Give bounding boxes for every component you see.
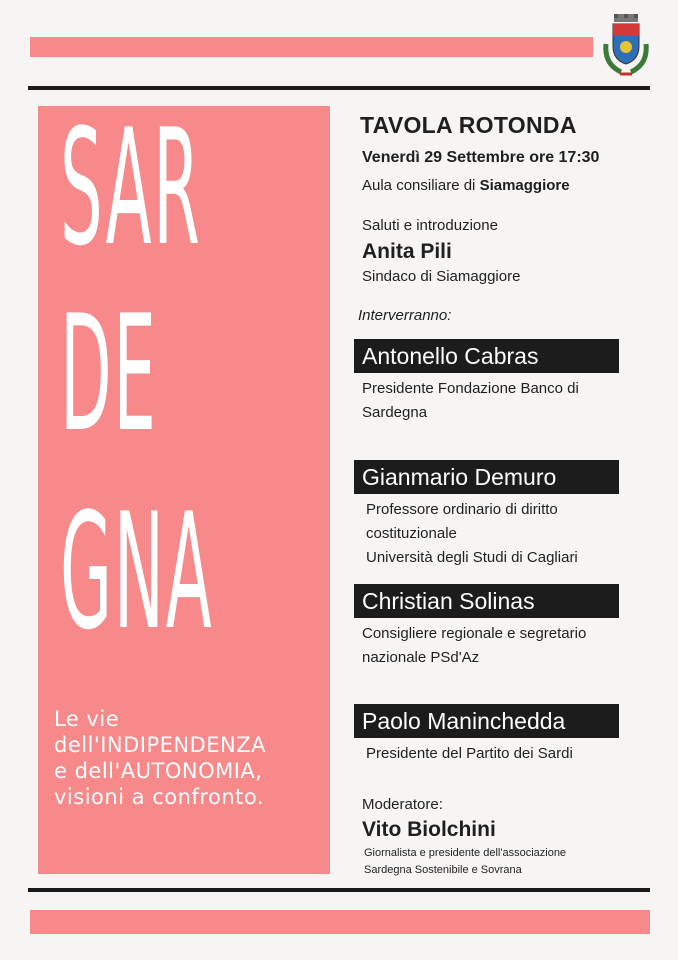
moderator-role-line: Giornalista e presidente dell'associazione — [364, 847, 567, 859]
speaker-name-bar: Antonello Cabras — [354, 339, 619, 373]
moderator-role — [364, 845, 566, 879]
bottom-rule — [28, 888, 650, 892]
coat-of-arms-icon — [601, 12, 651, 80]
speaker-role — [362, 377, 632, 425]
speaker-role-line: Presidente Fondazione Banco di — [362, 380, 579, 397]
event-type: TAVOLA ROTONDA — [360, 112, 577, 138]
event-venue — [362, 177, 570, 194]
speaker-role-line: Università degli Studi di Cagliari — [366, 549, 578, 566]
title-panel — [38, 94, 330, 874]
speaker-role — [366, 498, 636, 570]
speaker-role-line: Sardegna — [362, 404, 428, 421]
subtitle-line: Le vie — [54, 707, 120, 731]
speaker-role-line: costituzionale — [366, 525, 457, 542]
big-title-line-3: GNA — [60, 478, 214, 665]
venue-prefix: Aula consiliare di — [362, 177, 476, 194]
speaker-role-line: Presidente del Partito dei Sardi — [366, 745, 573, 762]
speakers-label: Interverranno: — [358, 307, 452, 324]
bottom-decorative-bar — [30, 910, 650, 934]
speaker-name-bar: Paolo Maninchedda — [354, 704, 619, 738]
top-decorative-bar — [30, 37, 593, 57]
speaker-role-line: Consigliere regionale e segretario — [362, 625, 587, 642]
welcome-name: Anita Pili — [362, 240, 452, 263]
welcome-role: Sindaco di Siamaggiore — [362, 268, 521, 285]
top-rule — [28, 86, 650, 90]
speaker-name-bar: Gianmario Demuro — [354, 460, 619, 494]
big-title-line-2: DE — [60, 280, 158, 467]
poster-subtitle — [54, 706, 324, 810]
speaker-role — [366, 742, 636, 766]
subtitle-line: dell'INDIPENDENZA — [54, 733, 266, 757]
event-date: Venerdì 29 Settembre ore 17:30 — [362, 149, 600, 166]
moderator-name: Vito Biolchini — [362, 818, 496, 841]
speaker-role-line: nazionale PSd'Az — [362, 649, 480, 666]
welcome-label: Saluti e introduzione — [362, 217, 498, 234]
subtitle-line: visioni a confronto. — [54, 785, 265, 809]
big-title-line-1: SAR — [60, 94, 202, 281]
moderator-label: Moderatore: — [362, 796, 443, 813]
subtitle-line: e dell'AUTONOMIA, — [54, 759, 263, 783]
speaker-role — [362, 622, 632, 670]
speaker-name-bar: Christian Solinas — [354, 584, 619, 618]
speaker-role-line: Professore ordinario di diritto — [366, 501, 558, 518]
moderator-role-line: Sardegna Sostenibile e Sovrana — [364, 864, 522, 876]
venue-place: Siamaggiore — [479, 177, 570, 194]
